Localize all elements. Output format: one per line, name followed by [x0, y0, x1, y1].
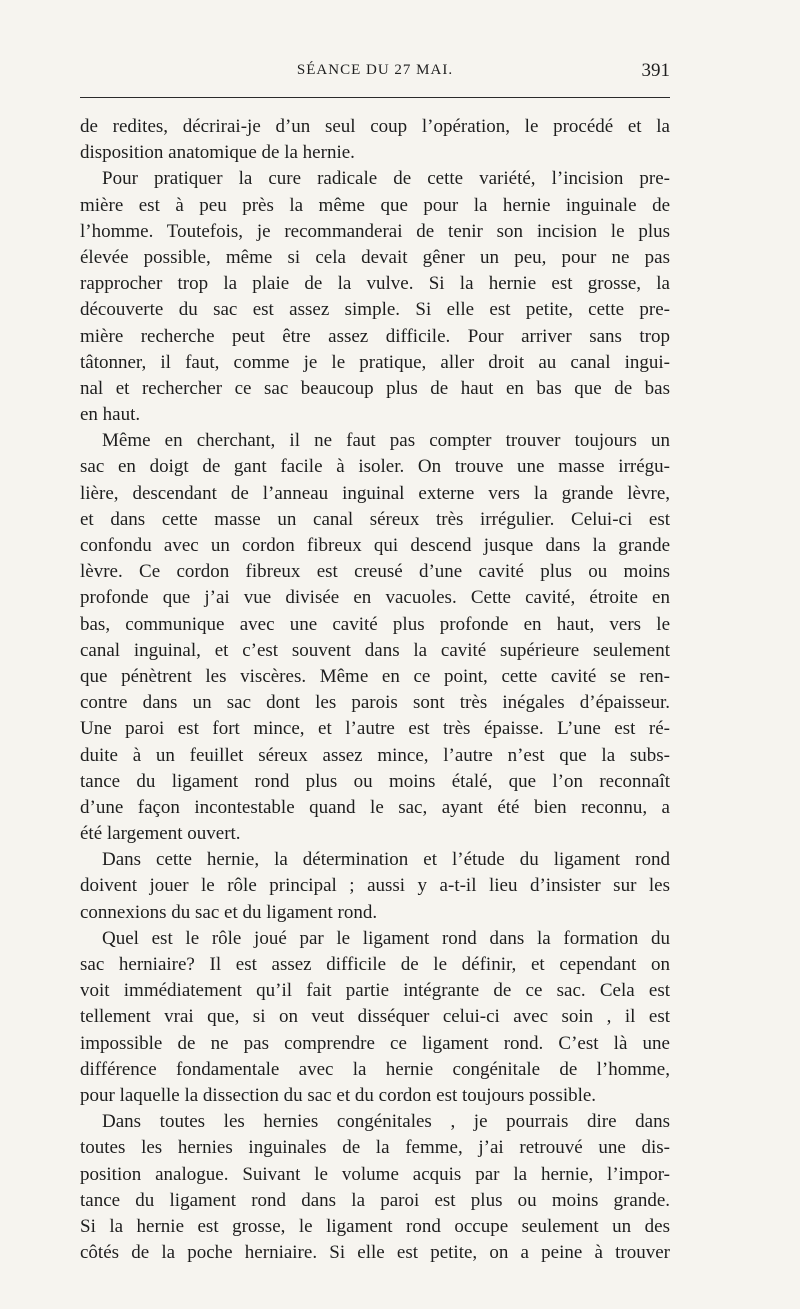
- text-line: Même en cherchant, il ne faut pas compter trouver toujours un: [102, 430, 670, 452]
- text-line: impossible de ne pas comprendre ce ligament rond. C’est là une: [80, 1032, 670, 1054]
- text-line: doivent jouer le rôle principal ; aussi y a-t-il lieu d’insister sur les: [80, 875, 670, 897]
- text-line: Une paroi est fort mince, et l’autre est très épaisse. L’une est ré-: [80, 718, 670, 740]
- text-line: Pour pratiquer la cure radicale de cette variété, l’incision pre-: [102, 168, 670, 190]
- text-line: tellement vrai que, si on veut disséquer celui-ci avec soin , il est: [80, 1006, 670, 1028]
- text-line: côtés de la poche herniaire. Si elle est petite, on a peine à trouver: [80, 1242, 670, 1264]
- text-line: contre dans un sac dont les parois sont très inégales d’épaisseur.: [80, 692, 670, 714]
- text-line: et dans cette masse un canal séreux très irrégulier. Celui-ci est: [80, 508, 670, 530]
- text-line: Dans toutes les hernies congénitales , je pourrais dire dans: [102, 1111, 670, 1133]
- text-line: en haut.: [80, 404, 141, 426]
- text-line: Si la hernie est grosse, le ligament rond occupe seulement un des: [80, 1215, 670, 1237]
- text-line: profonde que j’ai vue divisée en vacuoles. Cette cavité, étroite en: [80, 587, 670, 609]
- text-line: toutes les hernies inguinales de la femme, j’ai retrouvé une dis-: [80, 1137, 670, 1159]
- text-line: Dans cette hernie, la détermination et l’étude du ligament rond: [102, 849, 670, 871]
- text-line: de redites, décrirai-je d’un seul coup l’opération, le procédé et la: [80, 116, 670, 137]
- text-line: confondu avec un cordon fibreux qui descend jusque dans la grande: [80, 535, 670, 556]
- text-line: position analogue. Suivant le volume acquis par la hernie, l’impor-: [80, 1163, 670, 1185]
- text-line: tance du ligament rond plus ou moins étalé, que l’on reconnaît: [80, 770, 670, 792]
- text-line: canal inguinal, et c’est souvent dans la cavité supérieure seulement: [80, 639, 670, 661]
- text-line: été largement ouvert.: [80, 823, 241, 845]
- text-line: élevée possible, même si cela devait gêner un peu, pour ne pas: [80, 246, 670, 268]
- text-line: pour laquelle la dissection du sac et du cordon est toujours possible.: [80, 1084, 597, 1106]
- text-line: tance du ligament rond dans la paroi est plus ou moins grande.: [80, 1189, 670, 1211]
- text-line: connexions du sac et du ligament rond.: [80, 901, 378, 923]
- text-line: voit immédiatement qu’il fait partie intégrante de ce sac. Cela est: [80, 980, 670, 1002]
- text-line: tâtonner, il faut, comme je le pratique, aller droit au canal ingui-: [80, 351, 670, 373]
- text-line: duite à un feuillet séreux assez mince, l’autre n’est que la subs-: [80, 744, 670, 766]
- text-line: découverte du sac est assez simple. Si elle est petite, cette pre-: [80, 299, 670, 321]
- text-line: Quel est le rôle joué par le ligament rond dans la formation du: [102, 927, 670, 949]
- text-line: mière recherche peut être assez difficile. Pour arriver sans trop: [80, 325, 670, 347]
- header-rule: [80, 97, 670, 98]
- text-line: mière est à peu près la même que pour la hernie inguinale de: [80, 194, 670, 216]
- text-line: l’homme. Toutefois, je recommanderai de tenir son incision le plus: [80, 220, 670, 242]
- text-line: rapprocher trop la plaie de la vulve. Si la hernie est grosse, la: [80, 273, 670, 295]
- text-line: sac en doigt de gant facile à isoler. On trouve une masse irrégu-: [80, 456, 670, 478]
- running-title: SÉANCE DU 27 MAI.: [296, 62, 454, 78]
- text-line: différence fondamentale avec la hernie congénitale de l’homme,: [80, 1058, 670, 1080]
- body-text: [80, 114, 670, 1266]
- text-line: lèvre. Ce cordon fibreux est creusé d’une cavité plus ou moins: [80, 561, 670, 583]
- text-line: lière, descendant de l’anneau inguinal externe vers la grande lèvre,: [80, 482, 670, 504]
- text-line: nal et rechercher ce sac beaucoup plus de haut en bas que de bas: [80, 377, 670, 399]
- page-number: 391: [641, 60, 670, 81]
- running-head: [80, 62, 670, 88]
- text-line: sac herniaire? Il est assez difficile de le définir, et cependant on: [80, 954, 670, 975]
- text-line: bas, communique avec une cavité plus profonde en haut, vers le: [80, 613, 670, 635]
- text-line: d’une façon incontestable quand le sac, ayant été bien reconnu, a: [80, 796, 670, 818]
- text-line: disposition anatomique de la hernie.: [80, 142, 355, 164]
- text-line: que pénètrent les viscères. Même en ce point, cette cavité se ren-: [80, 665, 670, 687]
